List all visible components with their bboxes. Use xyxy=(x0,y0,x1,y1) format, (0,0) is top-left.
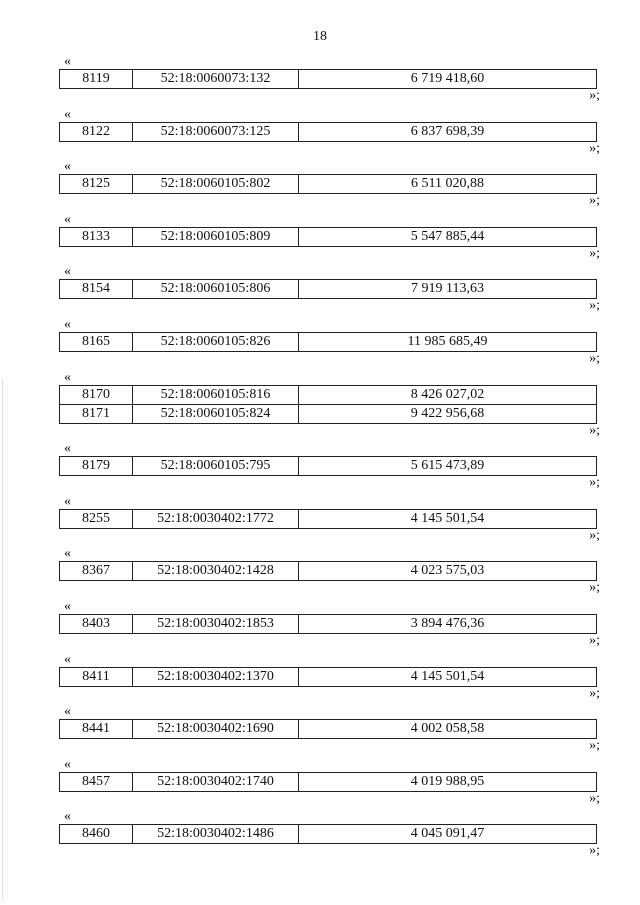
close-quote: »; xyxy=(589,843,600,859)
open-quote: « xyxy=(64,264,71,280)
record-number-cell: 8133 xyxy=(60,227,133,246)
record-number-cell: 8457 xyxy=(60,772,133,791)
table-row xyxy=(60,772,597,791)
record-table xyxy=(59,69,597,89)
close-quote: »; xyxy=(589,790,600,806)
cadastral-value-cell: 8 426 027,02 xyxy=(299,385,597,404)
record-number-cell: 8441 xyxy=(60,720,133,739)
table-row xyxy=(60,825,597,844)
table-row xyxy=(60,615,597,634)
close-quote: »; xyxy=(589,298,600,314)
page-number: 18 xyxy=(313,29,327,44)
cadastral-number-cell: 52:18:0030402:1690 xyxy=(133,720,299,739)
cadastral-number-cell: 52:18:0060105:826 xyxy=(133,333,299,352)
close-quote: »; xyxy=(589,88,600,103)
table-row xyxy=(60,457,597,476)
open-quote: « xyxy=(64,441,71,457)
record-table xyxy=(59,614,597,634)
cadastral-value-cell: 4 145 501,54 xyxy=(299,667,597,686)
table-row xyxy=(60,175,597,194)
record-number-cell: 8179 xyxy=(60,457,133,476)
record-table xyxy=(59,509,597,529)
open-quote: « xyxy=(64,54,71,69)
cadastral-number-cell: 52:18:0030402:1370 xyxy=(133,667,299,686)
open-quote: « xyxy=(64,493,71,509)
cadastral-number-cell: 52:18:0060073:125 xyxy=(133,122,299,141)
cadastral-number-cell: 52:18:0060073:132 xyxy=(133,70,299,89)
cadastral-number-cell: 52:18:0060105:806 xyxy=(133,280,299,299)
open-quote: « xyxy=(64,211,71,227)
table-row xyxy=(60,333,597,352)
record-table xyxy=(59,561,597,581)
open-quote: « xyxy=(64,651,71,667)
close-quote: »; xyxy=(589,351,600,366)
record-number-cell: 8122 xyxy=(60,122,133,141)
close-quote: »; xyxy=(589,422,600,438)
open-quote: « xyxy=(64,756,71,772)
cadastral-number-cell: 52:18:0060105:824 xyxy=(133,404,299,423)
table-row xyxy=(60,70,597,89)
record-number-cell: 8460 xyxy=(60,825,133,844)
open-quote: « xyxy=(64,599,71,614)
cadastral-value-cell: 4 002 058,58 xyxy=(299,720,597,739)
cadastral-value-cell: 6 837 698,39 xyxy=(299,122,597,141)
close-quote: »; xyxy=(589,738,600,754)
scan-edge-rule xyxy=(2,380,3,900)
cadastral-number-cell: 52:18:0060105:809 xyxy=(133,227,299,246)
close-quote: »; xyxy=(589,527,600,543)
table-row xyxy=(60,562,597,581)
table-row xyxy=(60,720,597,739)
record-number-cell: 8154 xyxy=(60,280,133,299)
record-table xyxy=(59,719,597,739)
cadastral-value-cell: 6 719 418,60 xyxy=(299,70,597,89)
cadastral-value-cell: 6 511 020,88 xyxy=(299,175,597,194)
cadastral-number-cell: 52:18:0060105:795 xyxy=(133,457,299,476)
cadastral-number-cell: 52:18:0030402:1853 xyxy=(133,615,299,634)
close-quote: »; xyxy=(589,685,600,701)
record-number-cell: 8403 xyxy=(60,615,133,634)
record-table xyxy=(59,824,597,844)
close-quote: »; xyxy=(589,580,600,596)
cadastral-number-cell: 52:18:0030402:1772 xyxy=(133,509,299,528)
cadastral-number-cell: 52:18:0030402:1486 xyxy=(133,825,299,844)
close-quote: »; xyxy=(589,245,600,261)
open-quote: « xyxy=(64,809,71,825)
record-number-cell: 8165 xyxy=(60,333,133,352)
cadastral-value-cell: 9 422 956,68 xyxy=(299,404,597,423)
close-quote: »; xyxy=(589,193,600,209)
table-row xyxy=(60,667,597,686)
close-quote: »; xyxy=(589,475,600,491)
cadastral-value-cell: 5 547 885,44 xyxy=(299,227,597,246)
record-table xyxy=(59,174,597,194)
table-row xyxy=(60,385,597,404)
cadastral-value-cell: 4 019 988,95 xyxy=(299,772,597,791)
open-quote: « xyxy=(64,369,71,385)
open-quote: « xyxy=(64,317,71,332)
record-number-cell: 8171 xyxy=(60,404,133,423)
table-row xyxy=(60,509,597,528)
record-table xyxy=(59,667,597,687)
table-row xyxy=(60,280,597,299)
open-quote: « xyxy=(64,704,71,720)
cadastral-value-cell: 4 145 501,54 xyxy=(299,509,597,528)
open-quote: « xyxy=(64,159,71,175)
record-table xyxy=(59,122,597,142)
table-row xyxy=(60,227,597,246)
cadastral-value-cell: 5 615 473,89 xyxy=(299,457,597,476)
record-table xyxy=(59,279,597,299)
record-table xyxy=(59,772,597,792)
cadastral-value-cell: 7 919 113,63 xyxy=(299,280,597,299)
record-number-cell: 8255 xyxy=(60,509,133,528)
cadastral-number-cell: 52:18:0060105:802 xyxy=(133,175,299,194)
close-quote: »; xyxy=(589,633,600,648)
cadastral-number-cell: 52:18:0030402:1428 xyxy=(133,562,299,581)
cadastral-number-cell: 52:18:0030402:1740 xyxy=(133,772,299,791)
record-number-cell: 8411 xyxy=(60,667,133,686)
record-number-cell: 8119 xyxy=(60,70,133,89)
record-table xyxy=(59,456,597,476)
open-quote: « xyxy=(64,546,71,562)
table-row xyxy=(60,404,597,423)
cadastral-value-cell: 4 023 575,03 xyxy=(299,562,597,581)
table-row xyxy=(60,122,597,141)
cadastral-value-cell: 11 985 685,49 xyxy=(299,333,597,352)
record-table xyxy=(59,385,597,424)
record-number-cell: 8367 xyxy=(60,562,133,581)
record-table xyxy=(59,332,597,352)
record-table xyxy=(59,227,597,247)
cadastral-value-cell: 3 894 476,36 xyxy=(299,615,597,634)
cadastral-value-cell: 4 045 091,47 xyxy=(299,825,597,844)
cadastral-number-cell: 52:18:0060105:816 xyxy=(133,385,299,404)
close-quote: »; xyxy=(589,140,600,156)
open-quote: « xyxy=(64,106,71,122)
record-number-cell: 8170 xyxy=(60,385,133,404)
record-number-cell: 8125 xyxy=(60,175,133,194)
